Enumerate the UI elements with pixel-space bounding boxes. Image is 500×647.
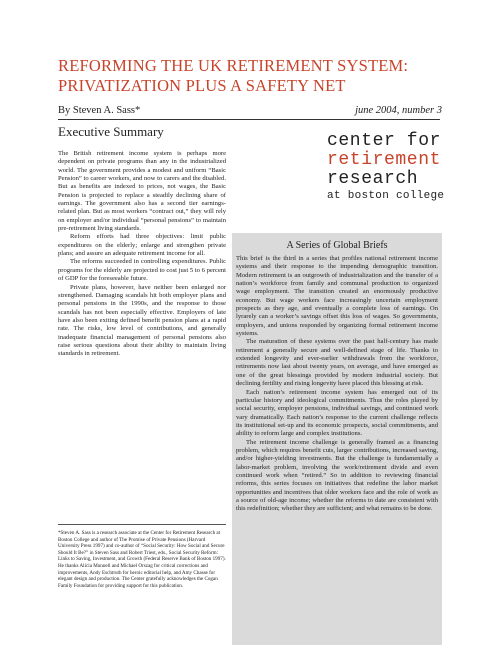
author-byline: By Steven A. Sass*: [58, 105, 141, 116]
brief-paragraph: The maturation of these systems over the past half-century has made retirement a generally secure and well-defined stage of life. Thanks to extended longevity and ever-earlier withdrawals from the workforce, retirements now last about twenty years, on average, and have emerged as one of the great blessings provided by modern industrial society. But declining fertility and rising longevity have placed this blessing at risk.: [236, 338, 438, 388]
logo-line-3: research: [327, 169, 419, 189]
summary-paragraph: Reform efforts had three objectives: limit public expenditures on the elderly; enlarge and strengthen private plans; and assure an adequate retirement income for all.: [58, 233, 226, 258]
title-line-1: REFORMING THE UK RETIREMENT SYSTEM:: [58, 56, 409, 75]
brief-paragraph: Each nation’s retirement income system has emerged out of its particular history and ideological commitments. Thus the roles played by social security, employer pensions, individual savings, and continued work vary dramatically. Each nation’s response to the current challenge reflects its institutional set-up and its economic prospects, social commitments, and ability to reform large and complex institutions.: [236, 388, 438, 438]
summary-paragraph: Private plans, however, have neither been enlarged nor strengthened. Damaging scandals hit both employer plans and personal pensions in the 1990s, and the response to those scandals has not been especially effective. Employers of late have also been exiting defined benefit pension plans at a rapid rate. The risks, low level of contributions, and generally inadequate financial management of personal pensions also raise serious questions about their ability to maintain living standards in retirement.: [58, 283, 226, 358]
logo-line-1: center for: [327, 131, 442, 151]
global-briefs-title: A Series of Global Briefs: [286, 240, 388, 251]
title-line-2: PRIVATIZATION PLUS A SAFETY NET: [58, 76, 346, 95]
report-title: [58, 56, 478, 96]
summary-paragraph: The reforms succeeded in controlling expenditures. Public programs for the elderly are projected to cost just 5 to 6 percent of GDP for the foreseeable future.: [58, 258, 226, 283]
crr-logo: [327, 132, 467, 203]
summary-paragraph: The British retirement income system is perhaps more dependent on private programs than any in the industrialized world. The government provides a modest and uniform “Basic Pension” to career workers, and now to carers and the disabled. But as benefits are indexed to prices, not wages, the Basic Pension is projected to replace a steadily declining share of earnings. The government also has a second tier earnings-related plan. But as most workers “contract out,” they will rely on employer and/or individual “personal pensions” to maintain pre-retirement living standards.: [58, 150, 226, 233]
executive-summary-body: [58, 150, 226, 359]
brief-paragraph: The retirement income challenge is generally framed as a financing problem, which requires benefit cuts, larger contributions, increased saving, and/or higher-yielding investments. But the challenge is fundamentally a labor-market problem, involving the work/retirement divide and even continued work when “retired.” So in addition to reviewing financial reforms, this series focuses on initiatives that redefine the labor market opportunities and incentives that older workers face and the role of work as a source of old-age income; whether the reforms to date are consistent with this redefinition; whether they are sufficient; and what remains to be done.: [236, 438, 438, 513]
header-divider: [58, 119, 440, 120]
brief-paragraph: This brief is the third in a series that profiles national retirement income systems and their response to the impending demographic transition. Modern retirement is an outgrowth of industrialization and the transfer of a nation’s workforce from family and communal production to organized wage employment. The transition created an enormously productive economy. But wage workers face increasingly uncertain employment prospects as they age, and eventually a complete loss of earnings. On lyrarely can a worker’s savings offset this loss of wages. So governments, employers, and unions responded by organizing formal retirement income systems.: [236, 255, 438, 338]
logo-line-4: at boston college: [327, 190, 445, 202]
issue-date: june 2004, number 3: [355, 105, 442, 116]
global-briefs-body: [236, 255, 438, 514]
author-footnote: *Steven A. Sass is a research associate at the Center for Retirement Research at Boston College and author of The Promise of Private Pensions (Harvard University Press 1997) and co-author of “Social Security: How Social and Secure Should It Be?” in Steven Sass and Robert Triest, eds., Social Security Reform: Links to Saving, Investment, and Growth (Federal Reserve Bank of Boston 1997). He thanks Alicia Munnell and Michael Orszag for critical corrections and improvements, Andy Eschtruth for heroic editorial help, and Amy Chasse for elegant design and production. The Center gratefully acknowledges the Cogan Family Foundation for providing support for this publication.: [58, 530, 226, 589]
footnote-divider: [58, 524, 226, 525]
executive-summary-heading: Executive Summary: [58, 124, 164, 139]
logo-line-2: retirement: [327, 150, 442, 170]
